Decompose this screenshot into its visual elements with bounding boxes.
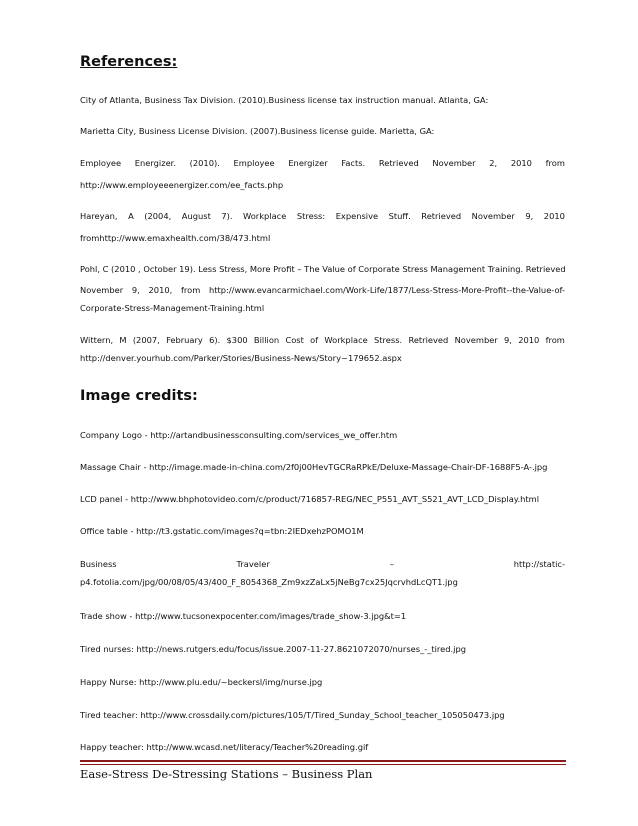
credit-trade-show: Trade show - http://www.tucsonexpocenter.com/images/trade_show-3.jpg&t=1 — [80, 611, 407, 621]
image-credits-heading: Image credits: — [80, 388, 198, 404]
word: 6). — [209, 335, 221, 345]
footer-title: Ease-Stress De-Stressing Stations – Business Plan — [80, 767, 373, 781]
word: Hareyan, — [80, 211, 118, 221]
word: (2010). — [189, 158, 220, 168]
word: Retrieved — [408, 335, 449, 345]
word: Stress: — [296, 211, 326, 221]
credit-business-traveler-url: p4.fotolia.com/jpg/00/08/05/43/400_F_8054368_Zm9xzZaLx5jNeBg7cx25JqcrvhdLcQT1.jpg — [80, 577, 458, 587]
word: Employee — [233, 158, 275, 168]
reference-hareyan — [80, 211, 565, 222]
word: Traveler — [236, 559, 270, 569]
word: Stress. — [374, 335, 403, 345]
word: M — [119, 335, 127, 345]
footer-rule-thick — [80, 760, 566, 762]
reference-pohl-retrieved — [80, 285, 565, 296]
reference-marietta-city: Marietta City, Business License Division. (2007).Business license guide. Marietta, GA: — [80, 126, 435, 136]
reference-employee-energizer-url: http://www.employeeenergizer.com/ee_facts.php — [80, 180, 284, 190]
word: 9, — [131, 285, 140, 295]
credit-office-table: Office table - http://t3.gstatic.com/images?q=tbn:2IEDxehzPOMO1M — [80, 526, 364, 536]
word: from — [545, 335, 565, 345]
word: $300 — [226, 335, 248, 345]
word: Billion — [253, 335, 280, 345]
word: November — [454, 335, 498, 345]
word: 2010 — [543, 211, 565, 221]
word: 9, — [525, 211, 534, 221]
word: Business — [80, 559, 117, 569]
reference-hareyan-url: fromhttp://www.emaxhealth.com/38/473.html — [80, 233, 271, 243]
references-heading: References: — [80, 54, 178, 70]
word: http://www.evancarmichael.com/Work-Life/1877/Less-Stress-More-Profit--the-Value-of- — [209, 285, 565, 295]
word: November — [80, 285, 124, 295]
word: from — [545, 158, 565, 168]
word: Energizer. — [134, 158, 176, 168]
word: from — [181, 285, 201, 295]
word: A — [128, 211, 134, 221]
word: Facts. — [341, 158, 366, 168]
word: Wittern, — [80, 335, 114, 345]
reference-pohl: Pohl, C (2010 , October 19). Less Stress, More Profit – The Value of Corporate Stress Management Training. Retrieved — [80, 264, 566, 274]
word: Employee — [80, 158, 122, 168]
word: February — [166, 335, 203, 345]
word: Cost — [285, 335, 304, 345]
word: (2007, — [132, 335, 160, 345]
footer-rule-thin — [80, 764, 566, 765]
reference-city-of-atlanta: City of Atlanta, Business Tax Division. (2010).Business license tax instruction manual. Atlanta, GA: — [80, 95, 489, 105]
credit-tired-teacher: Tired teacher: http://www.crossdaily.com/pictures/105/T/Tired_Sunday_School_teacher_105050473.jpg — [80, 710, 505, 720]
word: 2010 — [518, 335, 540, 345]
word: http://static- — [513, 559, 565, 569]
word: Retrieved — [378, 158, 419, 168]
word: (2004, — [144, 211, 172, 221]
word: Energizer — [288, 158, 328, 168]
credit-business-traveler — [80, 559, 565, 570]
word: 2010, — [148, 285, 173, 295]
credit-happy-nurse: Happy Nurse: http://www.plu.edu/~beckersl/img/nurse.jpg — [80, 677, 323, 687]
word: 2, — [489, 158, 498, 168]
reference-wittern — [80, 335, 565, 346]
word: 2010 — [510, 158, 532, 168]
credit-happy-teacher: Happy teacher: http://www.wcasd.net/literacy/Teacher%20reading.gif — [80, 742, 369, 752]
word: Expensive — [335, 211, 379, 221]
word: Workplace — [243, 211, 287, 221]
credit-company-logo: Company Logo - http://artandbusinessconsulting.com/services_we_offer.htm — [80, 430, 398, 440]
credit-massage-chair: Massage Chair - http://image.made-in-china.com/2f0j00HevTGCRaRPkE/Deluxe-Massage-Chair-DF-1688F5-A-.jpg — [80, 462, 548, 472]
credit-tired-nurses: Tired nurses: http://news.rutgers.edu/focus/issue.2007-11-27.8621072070/nurses_-_tired.jpg — [80, 644, 467, 654]
reference-employee-energizer — [80, 158, 565, 169]
word: of — [310, 335, 319, 345]
word: 9, — [504, 335, 512, 345]
word: – — [389, 559, 394, 569]
word: August — [181, 211, 211, 221]
word: Workplace — [324, 335, 368, 345]
word: Retrieved — [421, 211, 462, 221]
reference-wittern-url: http://denver.yourhub.com/Parker/Stories/Business-News/Story~179652.aspx — [80, 353, 402, 363]
reference-pohl-url: Corporate-Stress-Management-Training.html — [80, 303, 265, 313]
word: November — [471, 211, 515, 221]
word: 7). — [221, 211, 233, 221]
word: Stuff. — [388, 211, 411, 221]
credit-lcd-panel: LCD panel - http://www.bhphotovideo.com/c/product/716857-REG/NEC_P551_AVT_S521_AVT_LCD_Display.html — [80, 494, 540, 504]
word: November — [432, 158, 476, 168]
